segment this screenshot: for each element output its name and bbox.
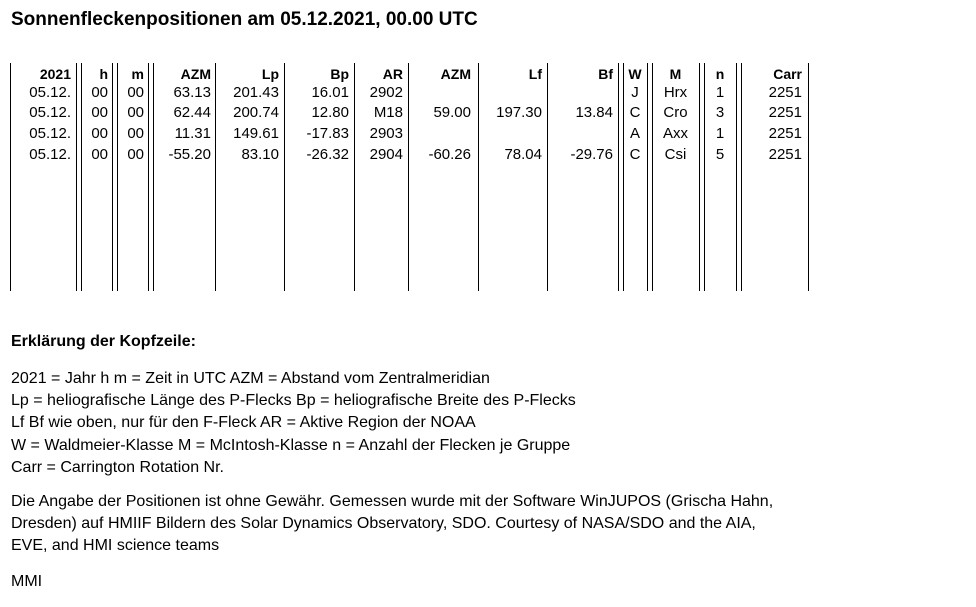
column-divider [284, 63, 285, 291]
table-cell: 200.74 [233, 104, 279, 121]
column-divider [215, 63, 216, 291]
table-cell: 13.84 [575, 104, 613, 121]
column-divider [76, 63, 77, 291]
table-cell: 00 [127, 104, 144, 121]
table-cell: 1 [715, 84, 725, 101]
table-cell: 16.01 [311, 84, 349, 101]
table-cell: 00 [127, 125, 144, 142]
column-divider [10, 63, 11, 291]
column-divider [647, 63, 648, 291]
table-cell: 2251 [768, 125, 802, 142]
header-mcintosh: M [669, 66, 682, 82]
table-cell: 5 [715, 146, 725, 163]
table-cell: 00 [91, 146, 108, 163]
table-cell: -60.26 [428, 146, 471, 163]
header-lp: Lp [261, 66, 279, 82]
table-cell: J [631, 84, 639, 101]
table-cell: 83.10 [241, 146, 279, 163]
legend-line: Lp = heliografische Länge des P-Flecks Bp = heliografische Breite des P-Flecks [11, 392, 576, 409]
table-cell: 201.43 [233, 84, 279, 101]
header-bf: Bf [598, 66, 613, 82]
table-cell: M18 [373, 104, 403, 121]
table-cell: A [629, 125, 640, 142]
table-cell: 2251 [768, 104, 802, 121]
table-cell: -26.32 [306, 146, 349, 163]
table-cell: -17.83 [306, 125, 349, 142]
explanation-heading: Erklärung der Kopfzeile: [11, 333, 196, 350]
table-cell: 12.80 [311, 104, 349, 121]
table-cell: 2251 [768, 84, 802, 101]
header-year: 2021 [39, 66, 71, 82]
table-cell: 2904 [369, 146, 403, 163]
table-cell: 59.00 [433, 104, 471, 121]
column-divider [741, 63, 742, 291]
column-divider [699, 63, 700, 291]
table-cell: 05.12. [29, 125, 71, 142]
legend-line: Carr = Carrington Rotation Nr. [11, 459, 224, 476]
table-cell: 00 [127, 84, 144, 101]
note-line: Dresden) auf HMIIF Bildern des Solar Dynamics Observatory, SDO. Courtesy of NASA/SDO and the AIA, [11, 515, 756, 532]
table-cell: 2903 [369, 125, 403, 142]
page-title: Sonnenfleckenpositionen am 05.12.2021, 00.00 UTC [11, 9, 478, 30]
header-bp: Bp [330, 66, 349, 82]
signature: MMI [11, 573, 43, 590]
table-cell: -29.76 [570, 146, 613, 163]
table-cell: 2251 [768, 146, 802, 163]
table-cell: 3 [715, 104, 725, 121]
column-divider [354, 63, 355, 291]
header-count: n [715, 66, 725, 82]
table-cell: 78.04 [504, 146, 542, 163]
column-divider [153, 63, 154, 291]
table-cell: 00 [91, 84, 108, 101]
table-cell: 00 [91, 104, 108, 121]
table-cell: C [629, 104, 641, 121]
table-cell: 63.13 [173, 84, 211, 101]
column-divider [547, 63, 548, 291]
header-azm-p: AZM [180, 66, 211, 82]
header-ar: AR [382, 66, 403, 82]
column-divider [736, 63, 737, 291]
table-cell: Csi [664, 146, 687, 163]
table-cell: 62.44 [173, 104, 211, 121]
header-waldmeier: W [628, 66, 642, 82]
table-cell: 05.12. [29, 84, 71, 101]
table-cell: 11.31 [174, 125, 211, 142]
column-divider [112, 63, 113, 291]
legend-line: 2021 = Jahr h m = Zeit in UTC AZM = Abstand vom Zentralmeridian [11, 370, 490, 387]
table-cell: 1 [715, 125, 725, 142]
table-cell: Hrx [663, 84, 688, 101]
legend-line: Lf Bf wie oben, nur für den F-Fleck AR = Aktive Region der NOAA [11, 414, 476, 431]
column-divider [408, 63, 409, 291]
header-carrington: Carr [773, 66, 802, 82]
table-cell: 149.61 [233, 125, 279, 142]
note-line: EVE, and HMI science teams [11, 537, 220, 554]
table-cell: Axx [662, 125, 688, 142]
table-cell: 00 [127, 146, 144, 163]
column-divider [81, 63, 82, 291]
table-cell: 05.12. [29, 146, 71, 163]
header-hour: h [99, 66, 108, 82]
table-cell: 197.30 [496, 104, 542, 121]
note-line: Die Angabe der Positionen ist ohne Gewähr. Gemessen wurde mit der Software WinJUPOS (Grischa Hahn, [11, 493, 774, 510]
column-divider [117, 63, 118, 291]
table-cell: 05.12. [29, 104, 71, 121]
header-minute: m [131, 66, 144, 82]
table-cell: 2902 [369, 84, 403, 101]
header-azm-f: AZM [440, 66, 471, 82]
table-cell: -55.20 [168, 146, 211, 163]
disclaimer-note [11, 491, 976, 557]
column-divider [618, 63, 619, 291]
legend-line: W = Waldmeier-Klasse M = McIntosh-Klasse n = Anzahl der Flecken je Gruppe [11, 437, 571, 454]
column-divider [478, 63, 479, 291]
table-cell: 00 [91, 125, 108, 142]
header-lf: Lf [528, 66, 542, 82]
column-divider [148, 63, 149, 291]
table-cell: C [629, 146, 641, 163]
table-cell: Cro [663, 104, 688, 121]
column-divider [808, 63, 809, 291]
